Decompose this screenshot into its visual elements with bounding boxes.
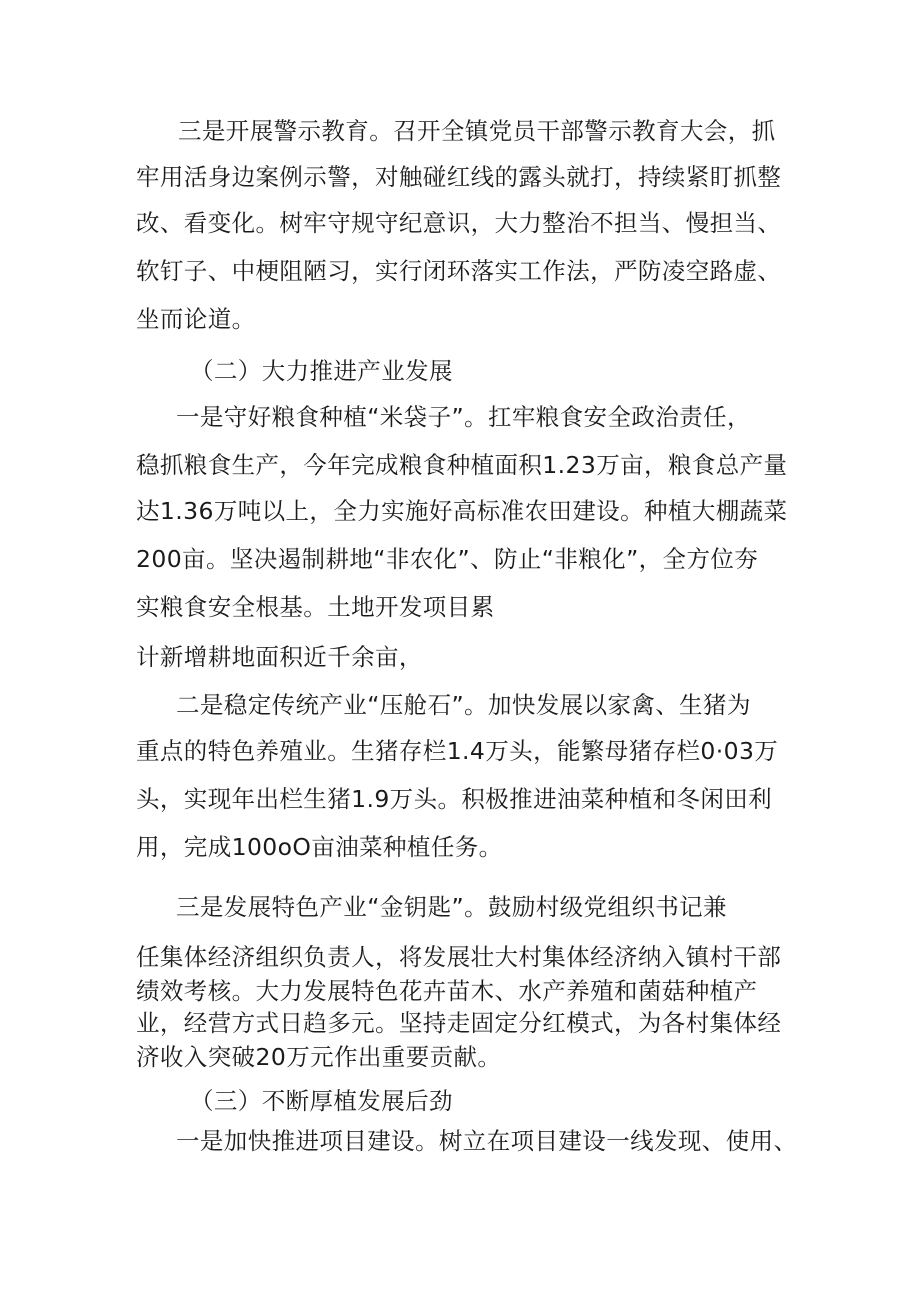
paragraph-line: 牢用活身边案例示警，对触碰红线的露头就打，持续紧盯抓整 <box>136 163 782 191</box>
paragraph-line: 济收入突破20万元作出重要贡献。 <box>136 1043 502 1071</box>
paragraph-line: 重点的特色养殖业。生猪存栏1.4万头，能繁母猪存栏0·03万 <box>136 737 779 765</box>
paragraph-line: 实粮食安全根基。土地开发项目累 <box>136 593 495 621</box>
section-heading: （二）大力推进产业发展 <box>190 357 453 385</box>
paragraph-line: 业，经营方式日趋多元。坚持走固定分红模式，为各村集体经 <box>136 1009 782 1037</box>
paragraph-line: 坐而论道。 <box>136 305 256 333</box>
paragraph-line: 达1.36万吨以上，全力实施好高标准农田建设。种植大棚蔬菜 <box>136 497 788 525</box>
paragraph-line: 三是发展特色产业“金钥匙”。鼓励村级党组织书记兼 <box>176 893 727 921</box>
paragraph-line: 稳抓粮食生产，今年完成粮食种植面积1.23万亩，粮食总产量 <box>136 451 788 479</box>
paragraph-line: 三是开展警示教育。召开全镇党员干部警示教育大会，抓 <box>178 117 776 145</box>
paragraph-line: 用，完成100oO亩油菜种植任务。 <box>136 833 503 861</box>
paragraph-line: 一是守好粮食种植“米袋子”。扛牢粮食安全政治责任， <box>176 403 751 431</box>
paragraph-line: 改、看变化。树牢守规守纪意识，大力整治不担当、慢担当、 <box>136 209 782 237</box>
paragraph-line: 头，实现年出栏生猪1.9万头。积极推进油菜种植和冬闲田利 <box>136 785 773 813</box>
paragraph-line: 绩效考核。大力发展特色花卉苗木、水产养殖和菌菇种植产 <box>136 977 758 1005</box>
paragraph-line: 200亩。坚决遏制耕地“非农化”、防止“非粮化”，全方位夯 <box>136 545 759 573</box>
paragraph-line: 软钉子、中梗阻陋习，实行闭环落实工作法，严防凌空路虚、 <box>136 257 782 285</box>
paragraph-line: 二是稳定传统产业“压舱石”。加快发展以家禽、生猪为 <box>176 691 751 719</box>
section-heading: （三）不断厚植发展后劲 <box>190 1087 453 1115</box>
paragraph-line: 任集体经济组织负责人，将发展壮大村集体经济纳入镇村干部 <box>136 943 782 971</box>
paragraph-line: 一是加快推进项目建设。树立在项目建设一线发现、使用、 <box>176 1127 798 1155</box>
paragraph-line: 计新增耕地面积近千余亩， <box>136 643 423 671</box>
